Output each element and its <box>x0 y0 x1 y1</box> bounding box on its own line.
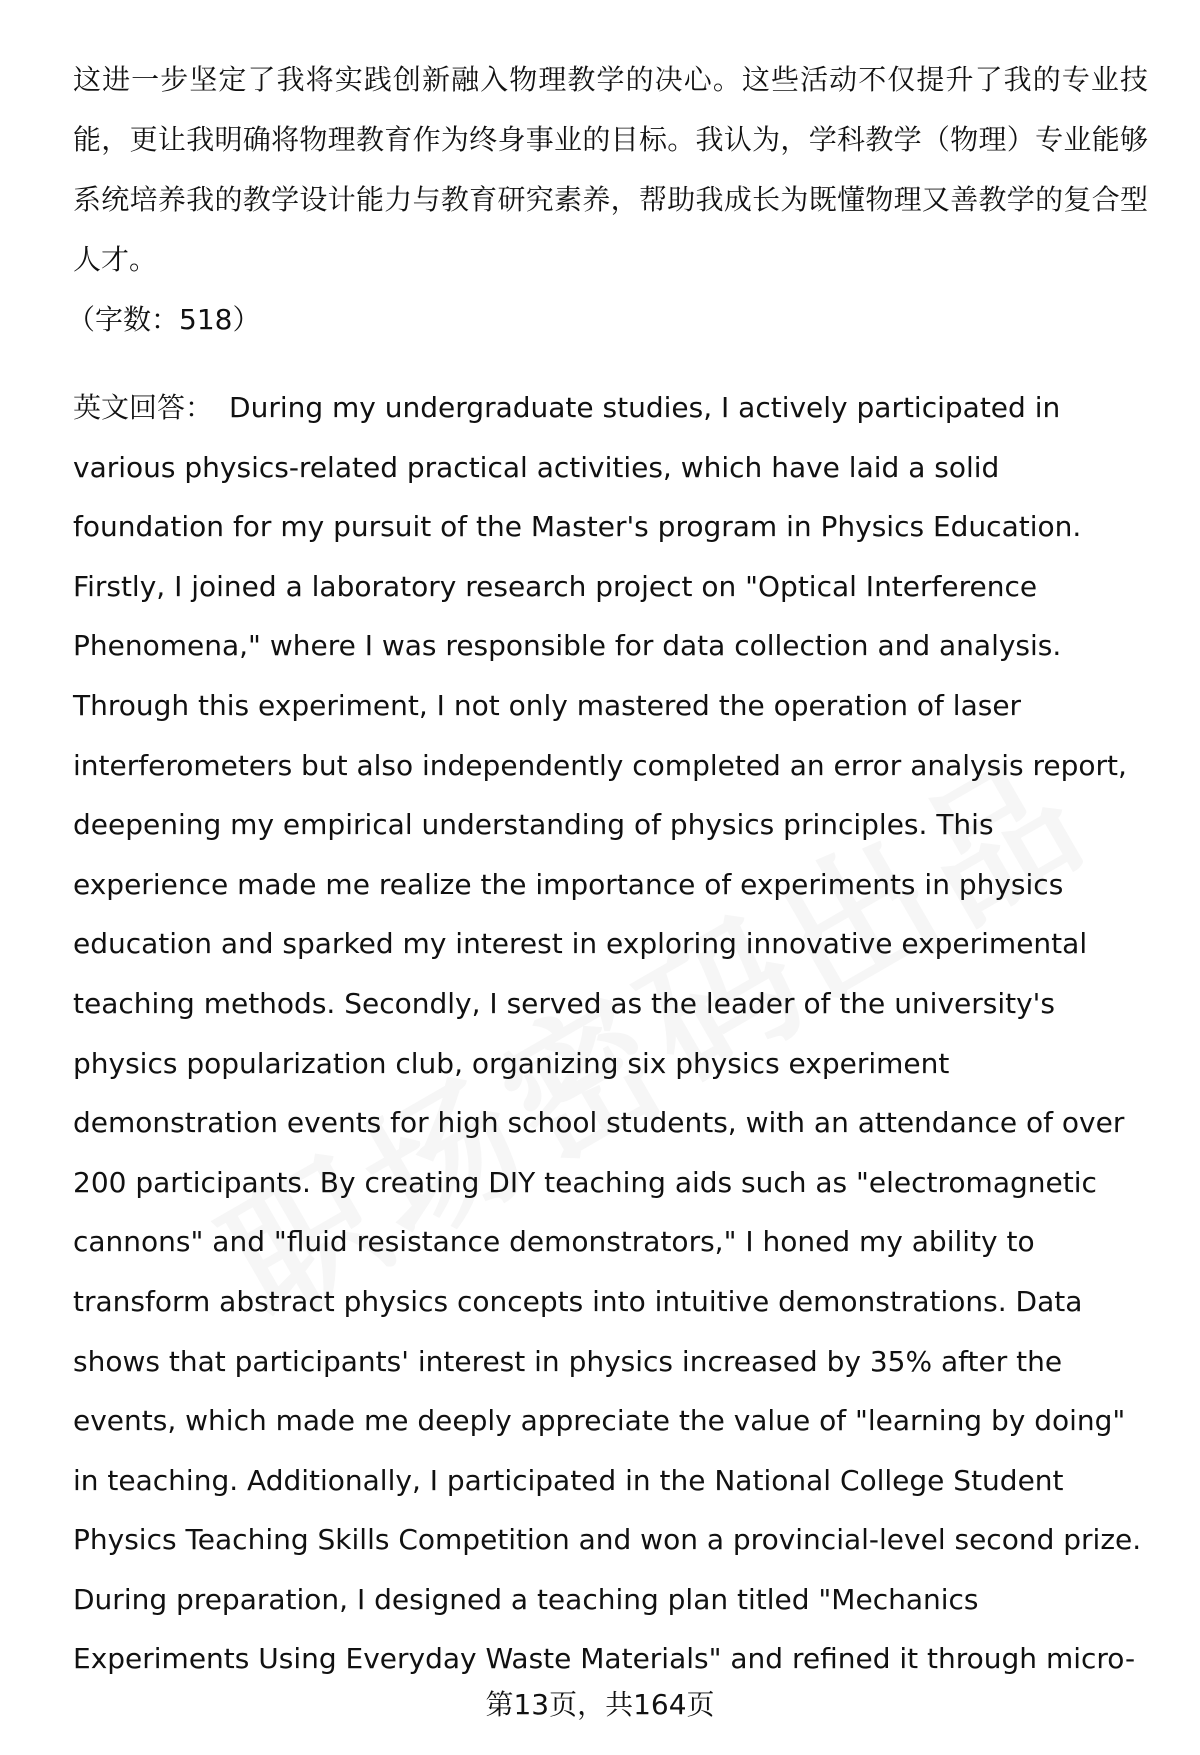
word-count: （字数：518） <box>67 303 261 336</box>
chinese-paragraph: 这进一步坚定了我将实践创新融入物理教学的决心。这些活动不仅提升了我的专业技能，更让我明确将物理教育作为终身事业的目标。我认为，学科教学（物理）专业能够系统培养我的教学设计能力与教育研究素养，帮助我成长为既懂物理又善教学的复合型人才。 <box>73 63 1148 276</box>
english-answer <box>73 378 1148 1689</box>
document-body <box>67 50 1148 1689</box>
page-number: 第13页，共164页 <box>485 1688 715 1721</box>
english-answer-label: 英文回答： <box>73 391 214 424</box>
english-paragraph: During my undergraduate studies, I actively participated in various physics-related practical activities, which have laid a solid foundation for my pursuit of the Master's program in Physics Education. Firstly, I joined a laboratory research project on "Optical Interference Phenomena," where I was responsible for data collection and analysis. Through this experiment, I not only mastered the operation of laser interferometers but also independently completed an error analysis report, deepening my empirical understanding of physics principles. This experience made me realize the importance of experiments in physics education and sparked my interest in exploring innovative experimental teaching methods. Secondly, I served as the leader of the university's physics popularization club, organizing six physics experiment demonstration events for high school students, with an attendance of over 200 participants. By creating DIY teaching aids such as "electromagnetic cannons" and "fluid resistance demonstrators," I honed my ability to transform abstract physics concepts into intuitive demonstrations. Data shows that participants' interest in physics increased by 35% after the events, which made me deeply appreciate the value of "learning by doing" in teaching. Additionally, I participated in the National College Student Physics Teaching Skills Competition and won a provincial-level second prize. During preparation, I designed a teaching plan titled "Mechanics Experiments Using Everyday Waste Materials" and refined it through micro- <box>73 391 1142 1676</box>
